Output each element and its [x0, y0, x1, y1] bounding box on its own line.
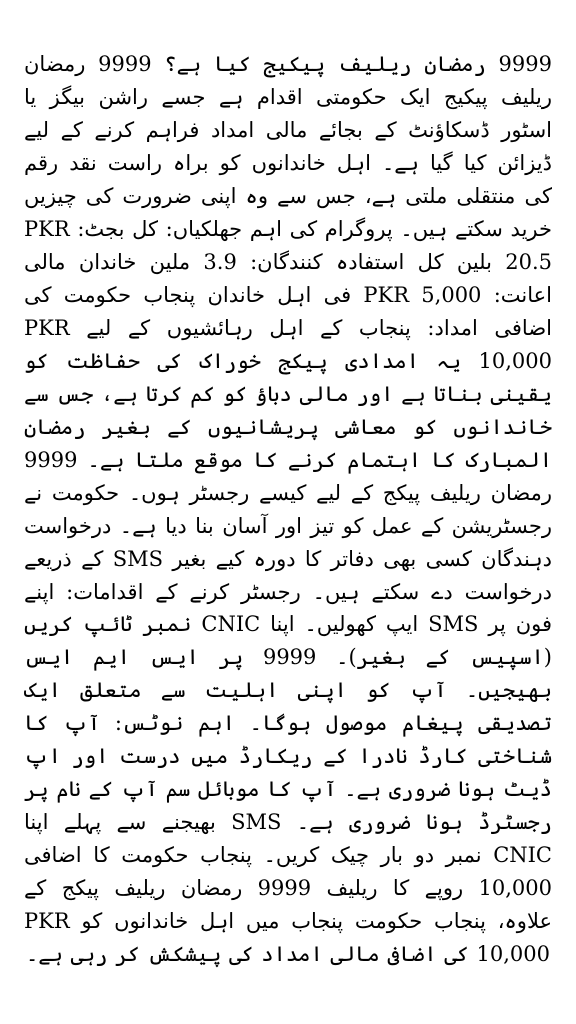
article-body: 9999 رمضان ریلیف پیکیج کیا ہے؟ 9999 رمضان ریلیف پیکیج ایک حکومتی اقدام ہے جسے راشن بیگز یا اسٹور ڈسکاؤنٹ کے بجائے مالی امداد فراہم کرنے کے لیے ڈیزائن کیا گیا ہے۔ اہل خاندانوں کو براہ راست نقد رقم کی منتقلی ملتی ہے، جس سے وہ اپنی ضرورت کی چیزیں خرید سکتے ہیں۔ پروگرام کی اہم جھلکیاں: کل بجٹ: PKR 20.5 بلین کل استفادہ کنندگان: 3.9 ملین خاندان مالی اعانت: PKR 5,000 فی اہل خاندان پنجاب حکومت کی اضافی امداد: پنجاب کے اہل رہائشیوں کے لیے PKR 10,000 یہ امدادی پیکج خوراک کی حفاظت کو یقینی بناتا ہے اور مالی دباؤ کو کم کرتا ہے، جس سے خاندانوں کو معاشی پریشانیوں کے بغیر رمضان المبارک کا اہتمام کرنے کا موقع ملتا ہے۔ 9999 رمضان ریلیف پیکج کے لیے کیسے رجسٹر ہوں۔ حکومت نے رجسٹریشن کے عمل کو تیز اور آسان بنا دیا ہے۔ درخواست دہندگان کسی بھی دفاتر کا دورہ کیے بغیر SMS کے ذریعے درخواست دے سکتے ہیں۔ رجسٹر کرنے کے اقدامات: اپنے فون پر SMS ایپ کھولیں۔ اپنا CNIC نمبر ٹائپ کریں (اسپیس کے بغیر)۔ 9999 پر ایس ایم ایس بھیجیں۔ آپ کو اپنی اہلیت سے متعلق ایک تصدیقی پیغام موصول ہوگا۔ اہم نوٹس: آپ کا شناختی کارڈ نادرا کے ریکارڈ میں درست اور اپ ڈیٹ ہونا ضروری ہے۔ آپ کا موبائل سم آپ کے نام پر رجسٹرڈ ہونا ضروری ہے۔ SMS بھیجنے سے پہلے اپنا CNIC نمبر دو بار چیک کریں۔ پنجاب حکومت کا اضافی 10,000 روپے کا ریلیف 9999 رمضان ریلیف پیکج کے علاوہ، پنجاب حکومت پنجاب میں اہل خاندانوں کو PKR 10,000 کی اضافی مالی امداد کی پیشکش کر رہی ہے۔ [24, 52, 553, 967]
